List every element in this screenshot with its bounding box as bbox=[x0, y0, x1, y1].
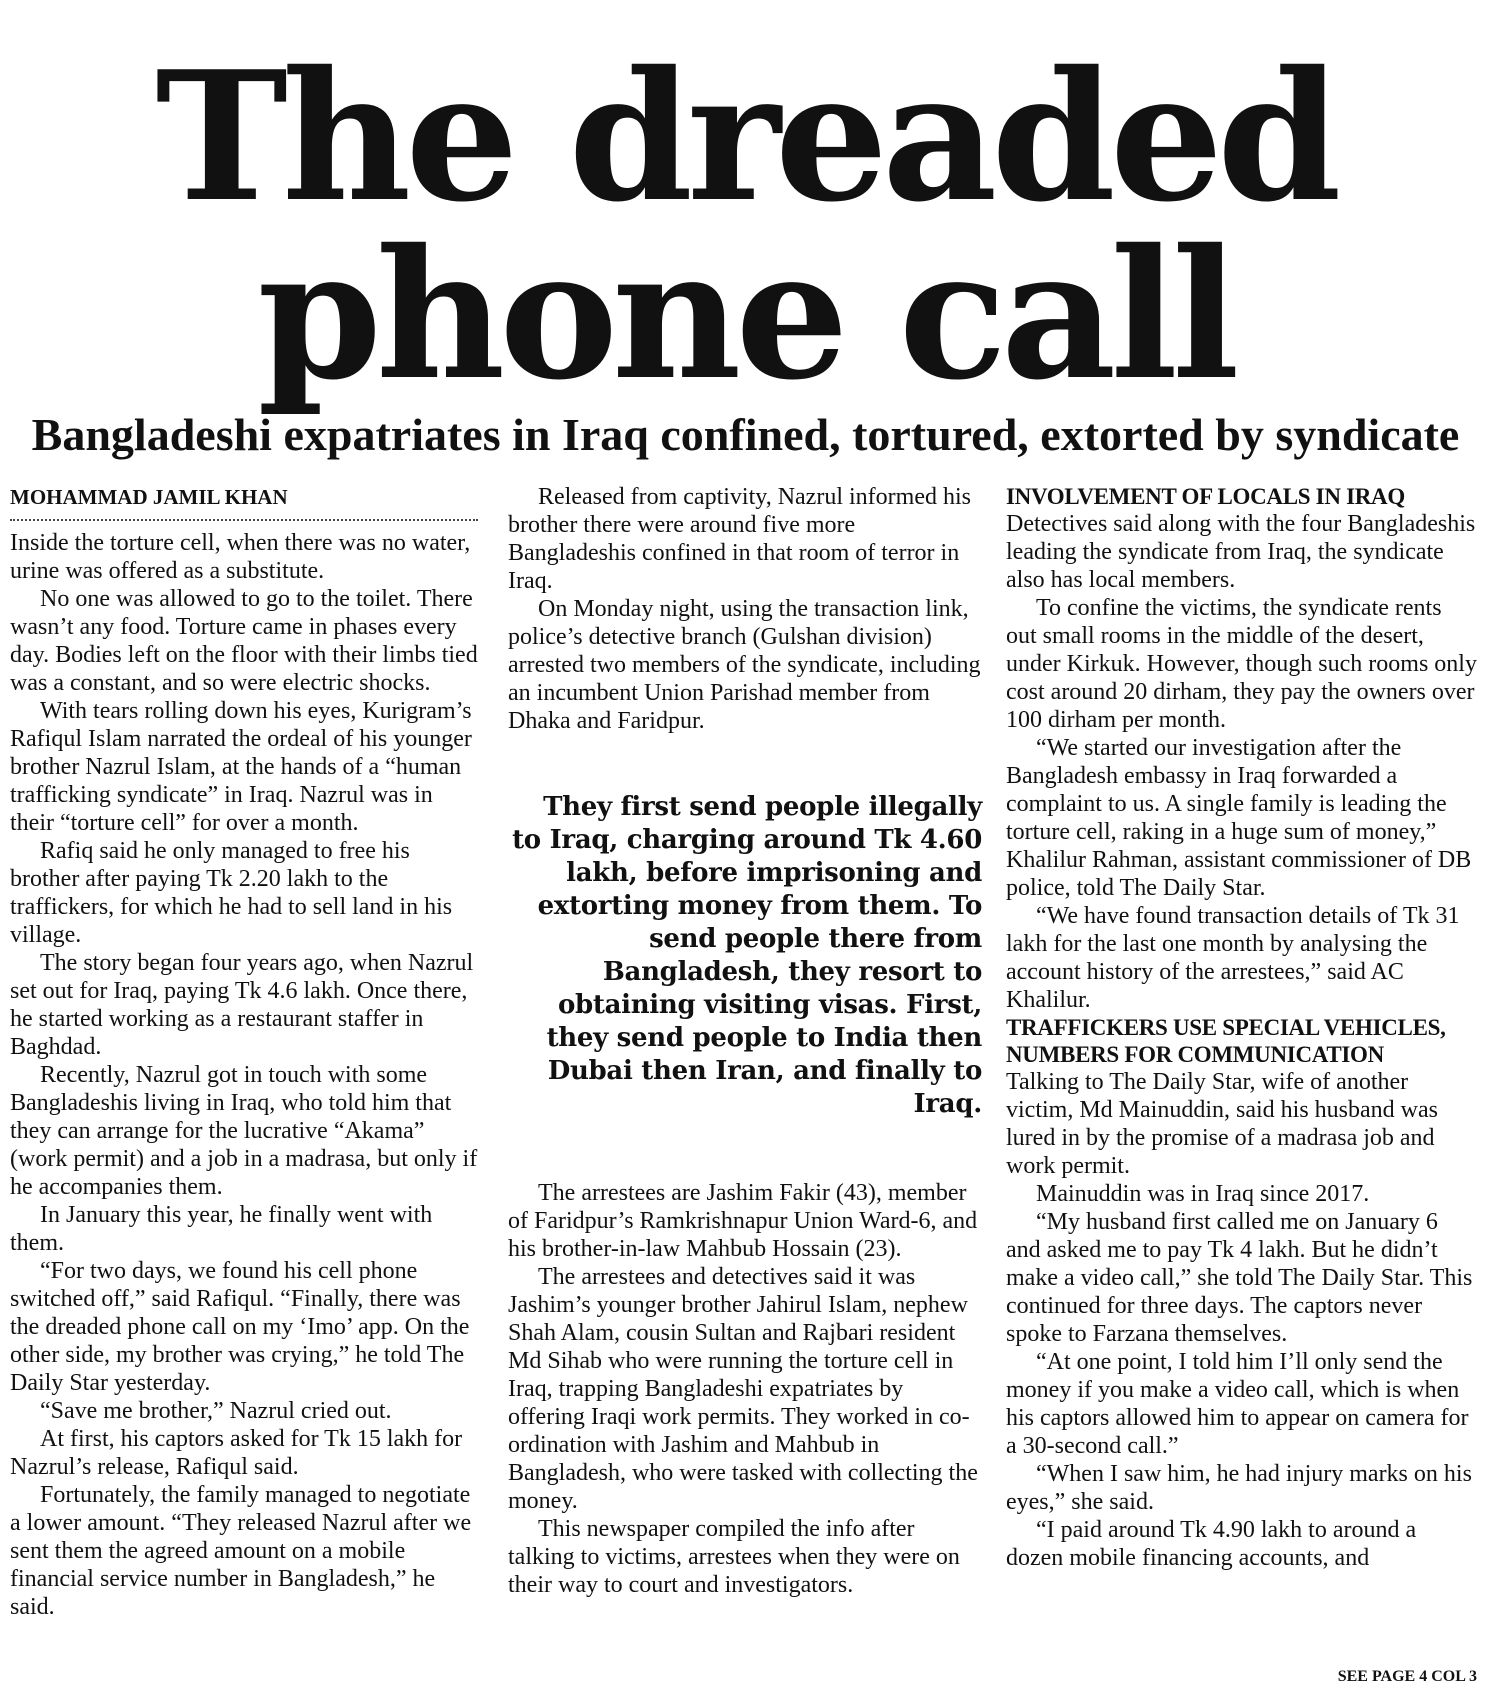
paragraph: “Save me brother,” Nazrul cried out. bbox=[40, 1398, 392, 1424]
paragraph: Inside the torture cell, when there was no water, urine was offered as a substitute. bbox=[10, 530, 471, 584]
paragraph: “At one point, I told him I’ll only send the money if you make a video call, which is when his captors allowed him to appear on camera for a 30-second call.” bbox=[1006, 1349, 1469, 1459]
paragraph: Fortunately, the family managed to negotiate a lower amount. “They released Nazrul after we sent them the agreed amount on a mobile financial service number in Bangladesh,” he said. bbox=[10, 1482, 472, 1620]
paragraph: This newspaper compiled the info after talking to victims, arrestees when they were on their way to court and investigators. bbox=[508, 1516, 960, 1598]
subheadline: Bangladeshi expatriates in Iraq confined, tortured, extorted by syndicate bbox=[31, 409, 1460, 460]
section-heading-vehicles: TRAFFICKERS USE SPECIAL VEHICLES, NUMBERS FOR COMMUNICATION bbox=[1006, 1015, 1446, 1067]
paragraph: Talking to The Daily Star, wife of another victim, Md Mainuddin, said his husband was lured in by the promise of a madrasa job and work permit. bbox=[1006, 1069, 1438, 1179]
paragraph: “My husband first called me on January 6 and asked me to pay Tk 4 lakh. But he didn’t make a video call,” she told The Daily Star. This continued for three days. The captors never spoke to Farzana themselves. bbox=[1006, 1209, 1473, 1347]
article-column-2 bbox=[508, 483, 982, 1599]
byline: MOHAMMAD JAMIL KHAN bbox=[10, 483, 478, 521]
paragraph: “I paid around Tk 4.90 lakh to around a dozen mobile financing accounts, and bbox=[1006, 1517, 1417, 1571]
paragraph: “For two days, we found his cell phone switched off,” said Rafiqul. “Finally, there was the dreaded phone call on my ‘Imo’ app. On the other side, my brother was crying,” he told The Daily Star yesterday. bbox=[10, 1258, 470, 1396]
headline-line-1: The dreaded bbox=[155, 32, 1336, 241]
paragraph: At first, his captors asked for Tk 15 lakh for Nazrul’s release, Rafiqul said. bbox=[10, 1426, 463, 1480]
paragraph: “We started our investigation after the Bangladesh embassy in Iraq forwarded a complaint to us. A single family is leading the torture cell, raking in a huge sum of money,” Khalilur Rahman, assistant commissioner of DB police, told The Daily Star. bbox=[1006, 735, 1472, 901]
paragraph: Detectives said along with the four Bangladeshis leading the syndicate from Iraq, the syndicate also has local members. bbox=[1006, 511, 1476, 593]
paragraph: Mainuddin was in Iraq since 2017. bbox=[1036, 1181, 1370, 1207]
paragraph: “When I saw him, he had injury marks on his eyes,” she said. bbox=[1006, 1461, 1472, 1515]
paragraph: To confine the victims, the syndicate rents out small rooms in the middle of the desert, under Kirkuk. However, though such rooms only cost around 20 dirham, they pay the owners over 100 dirham per month. bbox=[1006, 595, 1477, 733]
paragraph: The arrestees are Jashim Fakir (43), member of Faridpur’s Ramkrishnapur Union Ward-6, and his brother-in-law Mahbub Hossain (23). bbox=[508, 1180, 978, 1262]
headline-line-2: phone call bbox=[257, 210, 1234, 419]
paragraph: In January this year, he finally went with them. bbox=[10, 1202, 433, 1256]
headline bbox=[0, 32, 1491, 419]
paragraph: With tears rolling down his eyes, Kurigram’s Rafiqul Islam narrated the ordeal of his younger brother Nazrul Islam, at the hands of a “human trafficking syndicate” in Iraq. Nazrul was in their “torture cell” for over a month. bbox=[10, 698, 472, 836]
paragraph: Released from captivity, Nazrul informed his brother there were around five more Bangladeshis confined in that room of terror in Iraq. bbox=[508, 484, 971, 594]
pull-quote: They first send people illegally to Iraq, charging around Tk 4.60 lakh, before imprisoning and extorting money from them. To send people there from Bangladesh, they resort to obtaining visiting visas. First, they send people to India then Dubai then Iran, and finally to Iraq. bbox=[512, 792, 982, 1119]
paragraph: No one was allowed to go to the toilet. There wasn’t any food. Torture came in phases every day. Bodies left on the floor with their limbs tied was a constant, and so were electric shocks. bbox=[10, 586, 478, 696]
paragraph: Recently, Nazrul got in touch with some Bangladeshis living in Iraq, who told him that they can arrange for the lucrative “Akama” (work permit) and a job in a madrasa, but only if he accompanies them. bbox=[10, 1062, 478, 1200]
continued-on-page-link[interactable]: SEE PAGE 4 COL 3 bbox=[1337, 1668, 1477, 1685]
paragraph: Rafiq said he only managed to free his brother after paying Tk 2.20 lakh to the traffickers, for which he had to sell land in his village. bbox=[10, 838, 453, 948]
paragraph: “We have found transaction details of Tk 31 lakh for the last one month by analysing the account history of the arrestees,” said AC Khalilur. bbox=[1006, 903, 1460, 1013]
paragraph: The story began four years ago, when Nazrul set out for Iraq, paying Tk 4.6 lakh. Once there, he started working as a restaurant staffer in Baghdad. bbox=[10, 950, 474, 1060]
article-column-3 bbox=[1006, 483, 1478, 1572]
paragraph: On Monday night, using the transaction link, police’s detective branch (Gulshan division) arrested two members of the syndicate, including an incumbent Union Parishad member from Dhaka and Faridpur. bbox=[508, 596, 981, 734]
section-heading-locals: INVOLVEMENT OF LOCALS IN IRAQ bbox=[1006, 484, 1405, 509]
paragraph: The arrestees and detectives said it was Jashim’s younger brother Jahirul Islam, nephew Shah Alam, cousin Sultan and Rajbari resident Md Sihab who were running the torture cell in Iraq, trapping Bangladeshi expatriates by offering Iraqi work permits. They worked in co-ordination with Jashim and Mahbub in Bangladesh, who were tasked with collecting the money. bbox=[508, 1264, 978, 1514]
article-column-1 bbox=[10, 483, 478, 1621]
